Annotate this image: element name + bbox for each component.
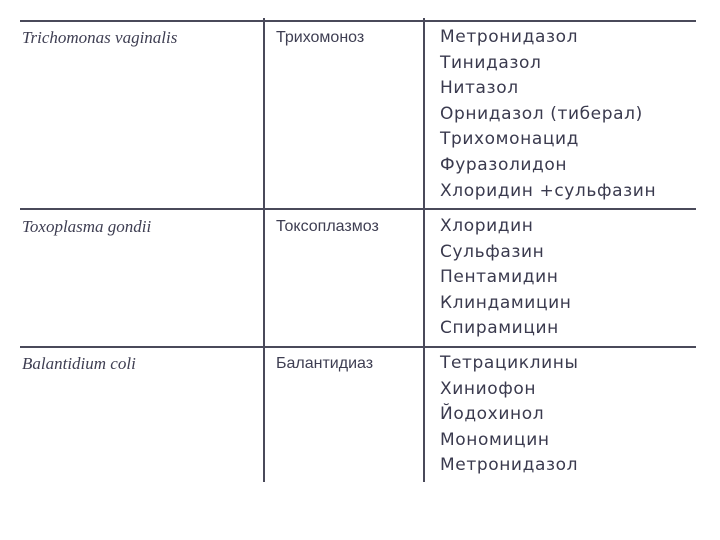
drug-item: Пентамидин <box>440 267 559 288</box>
drug-item: Хлоридин +сульфазин <box>440 180 657 201</box>
drug-list <box>440 214 571 342</box>
pathogen-cell: Trichomonas vaginalis <box>22 28 178 47</box>
drug-item: Орнидазол (тиберал) <box>440 103 643 124</box>
column-divider-2 <box>423 18 425 482</box>
drug-list <box>440 25 656 204</box>
drug-item: Спирамицин <box>440 318 559 339</box>
drug-item: Сульфазин <box>440 241 545 262</box>
drug-item: Клиндамицин <box>440 292 572 313</box>
row-divider-2 <box>20 346 696 348</box>
pathogen-cell: Toxoplasma gondii <box>22 217 152 236</box>
drug-item: Тинидазол <box>440 52 542 73</box>
column-divider-1 <box>263 18 265 482</box>
drug-item: Хлоридин <box>440 216 534 236</box>
table-top-rule <box>20 20 696 22</box>
drug-item: Хиниофон <box>440 378 537 399</box>
drug-item: Метронидазол <box>440 455 579 476</box>
drug-item: Трихомонацид <box>440 129 580 150</box>
row-divider-1 <box>20 208 696 210</box>
drug-list <box>440 351 579 479</box>
drug-item: Тетрациклины <box>440 353 579 373</box>
disease-cell: Балантидиаз <box>276 355 374 372</box>
drug-item: Йодохинол <box>440 404 545 425</box>
drug-item: Нитазол <box>440 78 519 99</box>
drug-item: Мономицин <box>440 429 550 450</box>
pathogen-cell: Balantidium coli <box>22 354 136 373</box>
drug-item: Метронидазол <box>440 27 579 47</box>
drug-item: Фуразолидон <box>440 154 568 175</box>
disease-cell: Трихомоноз <box>276 29 365 46</box>
disease-cell: Токсоплазмоз <box>276 218 379 235</box>
